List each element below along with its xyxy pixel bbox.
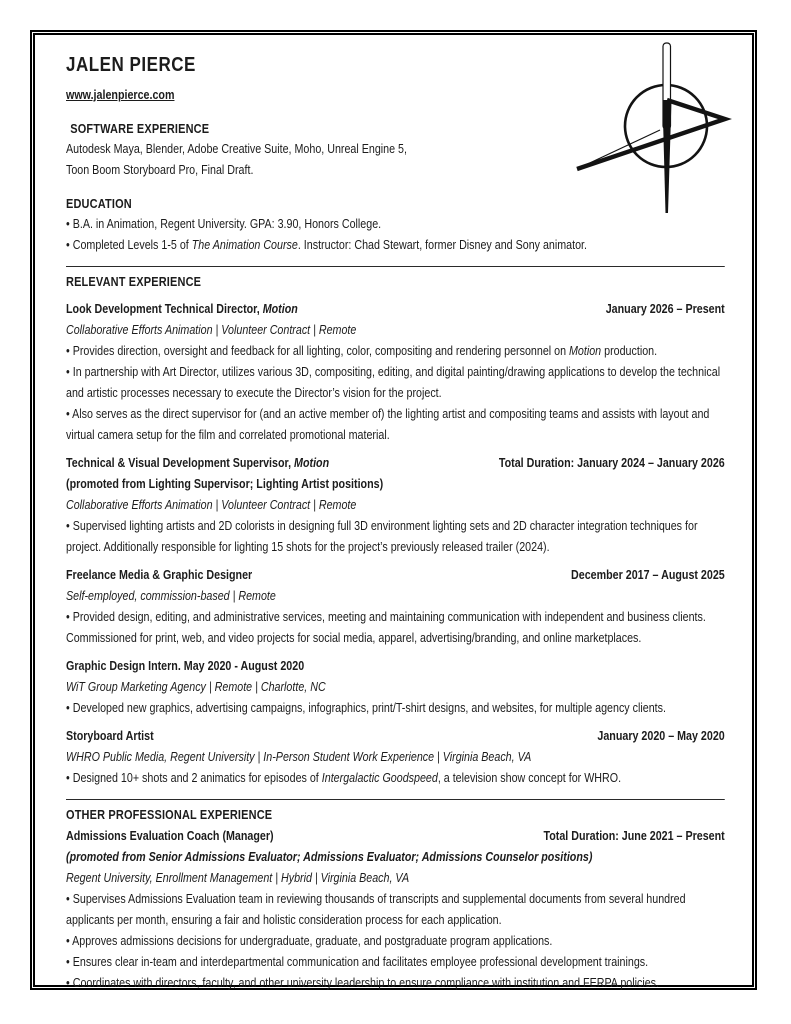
section-other-experience: [66, 804, 725, 994]
section-relevant-experience: [66, 271, 725, 789]
job-entry: [66, 826, 725, 994]
resume-content: [66, 53, 725, 994]
software-list-line: Autodesk Maya, Blender, Adobe Creative Suite, Moho, Unreal Engine 5,: [66, 142, 407, 156]
job-entry: [66, 453, 725, 558]
job-date: January 2020 – May 2020: [597, 729, 725, 743]
job-entry: [66, 299, 725, 446]
job-bullet: • Approves admissions decisions for undergraduate, graduate, and postgraduate program applications.: [66, 934, 553, 948]
education-bullet: • Completed Levels 1-5 of The Animation Course. Instructor: Chad Stewart, former Disney and Sony animator.: [66, 238, 588, 252]
education-heading: EDUCATION: [66, 196, 132, 211]
job-title: Admissions Evaluation Coach (Manager): [66, 829, 274, 843]
job-header: [66, 565, 725, 586]
relevant-experience-heading: RELEVANT EXPERIENCE: [66, 274, 202, 289]
job-entry: [66, 726, 725, 789]
section-divider: [66, 799, 725, 800]
job-entry: [66, 656, 725, 719]
job-bullet: • Provides direction, oversight and feedback for all lighting, color, compositing and rendering personnel on Motion production.: [66, 344, 658, 358]
job-bullet: • Also serves as the direct supervisor for (and an active member of) the lighting artist and compositing teams and assists with layout and virtual camera setup for the film and correlated promotional material.: [66, 407, 710, 442]
job-promotion-note: (promoted from Senior Admissions Evaluator; Admissions Evaluator; Admissions Counselor positions): [66, 850, 593, 864]
software-list-line: Toon Boom Storyboard Pro, Final Draft.: [66, 163, 254, 177]
job-date: Total Duration: January 2024 – January 2026: [498, 456, 725, 470]
job-title: Freelance Media & Graphic Designer: [66, 568, 253, 582]
software-heading: SOFTWARE EXPERIENCE: [70, 121, 210, 136]
job-bullet: • Supervised lighting artists and 2D colorists in designing full 3D environment lighting sets and 2D character integration techniques for project. Additionally responsible for lighting 15 shots for the project’s previously released trailer (2024).: [66, 519, 698, 554]
job-entry: [66, 565, 725, 649]
job-bullet: • Designed 10+ shots and 2 animatics for episodes of Intergalactic Goodspeed, a television show concept for WHRO.: [66, 771, 622, 785]
job-header: [66, 299, 725, 320]
job-organization: Collaborative Efforts Animation | Volunteer Contract | Remote: [66, 498, 357, 512]
job-date: January 2026 – Present: [605, 302, 725, 316]
job-header: [66, 826, 725, 847]
page-border-frame: [30, 30, 757, 990]
job-header: [66, 453, 725, 474]
job-organization: WiT Group Marketing Agency | Remote | Charlotte, NC: [66, 680, 326, 694]
job-organization: Self-employed, commission-based | Remote: [66, 589, 276, 603]
section-software-experience: [66, 118, 725, 181]
job-bullet: • Coordinates with directors, faculty, and other university leadership to ensure compliance with institution and FERPA policies.: [66, 976, 660, 990]
website-link[interactable]: www.jalenpierce.com: [66, 88, 175, 102]
job-date: December 2017 – August 2025: [571, 568, 725, 582]
section-divider: [66, 266, 725, 267]
job-title: Technical & Visual Development Supervisor, Motion: [66, 456, 330, 470]
job-bullet: • Developed new graphics, advertising campaigns, infographics, print/T-shirt designs, and websites, for multiple agency clients.: [66, 701, 666, 715]
job-title: Graphic Design Intern. May 2020 - August 2020: [66, 659, 305, 673]
job-title: Look Development Technical Director, Motion: [66, 302, 298, 316]
job-organization: Collaborative Efforts Animation | Volunteer Contract | Remote: [66, 323, 357, 337]
job-organization: Regent University, Enrollment Management | Hybrid | Virginia Beach, VA: [66, 871, 410, 885]
job-bullet: • In partnership with Art Director, utilizes various 3D, compositing, editing, and digital painting/drawing applications to develop the technical and artistic processes necessary to execute the Director’s vision for the project.: [66, 365, 721, 400]
person-name: JALEN PIERCE: [66, 54, 196, 76]
job-promotion-note: (promoted from Lighting Supervisor; Lighting Artist positions): [66, 477, 384, 491]
job-date: Total Duration: June 2021 – Present: [543, 829, 725, 843]
job-bullet: • Provided design, editing, and administrative services, meeting and maintaining communication with independent and business clients. Commissioned for print, web, and video projects for social media, apparel, advertising/branding, and online marketplaces.: [66, 610, 706, 645]
job-organization: WHRO Public Media, Regent University | In-Person Student Work Experience | Virginia Beach, VA: [66, 750, 532, 764]
other-experience-heading: OTHER PROFESSIONAL EXPERIENCE: [66, 807, 273, 822]
job-bullet: • Ensures clear in-team and interdepartmental communication and facilitates employee professional development trainings.: [66, 955, 649, 969]
job-header: [66, 726, 725, 747]
education-bullet: • B.A. in Animation, Regent University. GPA: 3.90, Honors College.: [66, 217, 382, 231]
job-title: Storyboard Artist: [66, 729, 154, 743]
job-bullet: • Supervises Admissions Evaluation team in reviewing thousands of transcripts and supplemental documents from several hundred applicants per month, ensuring a fair and holistic consideration process for each application.: [66, 892, 686, 927]
job-header: [66, 656, 725, 677]
section-education: [66, 193, 725, 256]
